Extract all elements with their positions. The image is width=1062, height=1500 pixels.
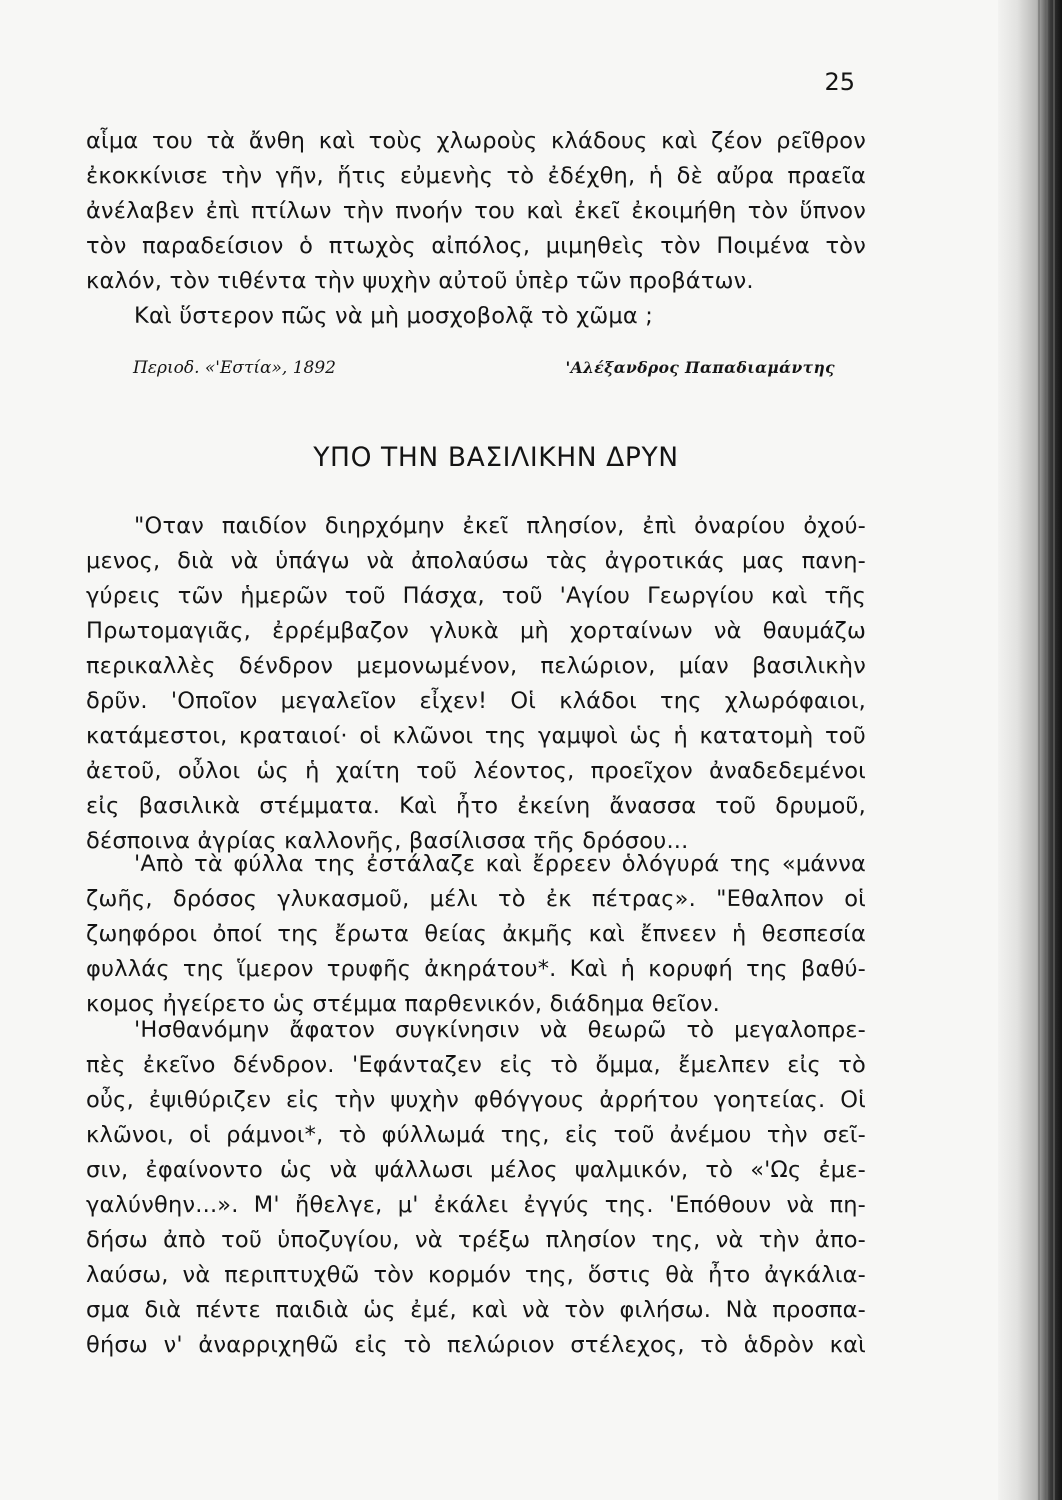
source-citation: Περιοδ. «'Εστία», 1892 [133, 358, 336, 378]
section-heading: ΥΠΟ ΤΗΝ ΒΑΣΙΛΙΚΗΝ ΔΡΥΝ [313, 442, 679, 473]
author-name: 'Αλέξανδρος Παπαδιαμάντης [565, 358, 835, 377]
text-line: ζωηφόροι ὀποί της ἔρωτα θείας ἀκμῆς καὶ ἔπνεεν ἡ θεσπεσία [86, 921, 866, 947]
text-line: τὸν παραδείσιον ὁ πτωχὸς αἰπόλος, μιμηθεὶς τὸν Ποιμένα τὸν [86, 233, 866, 259]
page-edge-line [1038, 0, 1040, 1500]
text-line: σιν, ἐφαίνοντο ὡς νὰ ψάλλωσι μέλος ψαλμικόν, τὸ «'Ως ἐμε- [86, 1157, 866, 1183]
text-line: καλόν, τὸν τιθέντα τὴν ψυχὴν αὐτοῦ ὑπὲρ τῶν προβάτων. [86, 268, 754, 294]
text-line: δρῦν. 'Οποῖον μεγαλεῖον εἶχεν! Οἱ κλάδοι της χλωρόφαιοι, [86, 688, 866, 714]
text-line: αἷμα του τὰ ἄνθη καὶ τοὺς χλωροὺς κλάδους καὶ ζέον ρεῖθρον [86, 128, 866, 154]
text-line: εἰς βασιλικὰ στέμματα. Καὶ ἦτο ἐκείνη ἄνασσα τοῦ δρυμοῦ, [86, 793, 866, 819]
text-line: 'Απὸ τὰ φύλλα της ἐστάλαζε καὶ ἔρρεεν ὁλόγυρά της «μάννα [134, 851, 866, 877]
text-line: ἀνέλαβεν ἐπὶ πτίλων τὴν πνοήν του καὶ ἐκεῖ ἐκοιμήθη τὸν ὕπνον [86, 198, 866, 224]
text-line: μενος, διὰ νὰ ὑπάγω νὰ ἀπολαύσω τὰς ἀγροτικάς μας πανη- [86, 548, 866, 574]
page-edge-line [1046, 0, 1048, 1500]
passage-one [86, 124, 866, 334]
text-line: "Οταν παιδίον διηρχόμην ἐκεῖ πλησίον, ἐπὶ ὀναρίου ὀχού- [134, 513, 866, 539]
page-binding-edge [998, 0, 1062, 1500]
text-line: ἐκοκκίνισε τὴν γῆν, ἥτις εὐμενὴς τὸ ἐδέχθη, ἡ δὲ αὔρα πραεῖα [86, 163, 866, 189]
paragraph-two [86, 847, 866, 1022]
text-line: ζωῆς, δρόσος γλυκασμοῦ, μέλι τὸ ἐκ πέτρας». "Εθαλπον οἱ [86, 886, 866, 912]
paragraph-one [86, 509, 866, 859]
text-line: δέσποινα ἀγρίας καλλονῆς, βασίλισσα τῆς δρόσου... [86, 828, 689, 854]
paragraph-three [86, 1013, 866, 1363]
text-line: γαλύνθην...». Μ' ἤθελγε, μ' ἐκάλει ἐγγύς της. 'Επόθουν νὰ πη- [86, 1192, 866, 1218]
text-line: 'Ησθανόμην ἄφατον συγκίνησιν νὰ θεωρῶ τὸ μεγαλοπρε- [134, 1017, 866, 1043]
text-line: φυλλάς της ἵμερον τρυφῆς ἀκηράτου*. Καὶ ἡ κορυφή της βαθύ- [86, 956, 866, 982]
text-line: κλῶνοι, οἱ ράμνοι*, τὸ φύλλωμά της, εἰς τοῦ ἀνέμου τὴν σεῖ- [86, 1122, 866, 1148]
text-line: λαύσω, νὰ περιπτυχθῶ τὸν κορμόν της, ὅστις θὰ ἦτο ἀγκάλια- [86, 1262, 866, 1288]
text-line: σμα διὰ πέντε παιδιὰ ὡς ἐμέ, καὶ νὰ τὸν φιλήσω. Νὰ προσπα- [86, 1297, 866, 1323]
page-edge-line [1053, 0, 1055, 1500]
text-line: Πρωτομαγιᾶς, ἐρρέμβαζον γλυκὰ μὴ χορταίνων νὰ θαυμάζω [86, 618, 866, 644]
page-number: 25 [824, 68, 855, 96]
text-line: δήσω ἀπὸ τοῦ ὑποζυγίου, νὰ τρέξω πλησίον της, νὰ τὴν ἀπο- [86, 1227, 866, 1253]
text-line: οὖς, ἐψιθύριζεν εἰς τὴν ψυχὴν φθόγγους ἀρρήτου γοητείας. Οἱ [86, 1087, 866, 1113]
closing-line: Καὶ ὕστερον πῶς νὰ μὴ μοσχοβολᾷ τὸ χῶμα ; [134, 303, 654, 329]
text-line: περικαλλὲς δένδρον μεμονωμένον, πελώριον, μίαν βασιλικὴν [86, 653, 866, 679]
text-line: θήσω ν' ἀναρριχηθῶ εἰς τὸ πελώριον στέλεχος, τὸ ἁδρὸν καὶ [86, 1332, 866, 1358]
text-line: κατάμεστοι, κραταιοί· οἱ κλῶνοι της γαμψοὶ ὡς ἡ κατατομὴ τοῦ [86, 723, 866, 749]
text-line: κομος ἠγείρετο ὡς στέμμα παρθενικόν, διάδημα θεῖον. [86, 991, 720, 1017]
text-line: πὲς ἐκεῖνο δένδρον. 'Εφάνταζεν εἰς τὸ ὄμμα, ἔμελπεν εἰς τὸ [86, 1052, 866, 1078]
text-line: ἀετοῦ, οὖλοι ὡς ἡ χαίτη τοῦ λέοντος, προεῖχον ἀναδεδεμένοι [86, 758, 866, 784]
text-line: γύρεις τῶν ἡμερῶν τοῦ Πάσχα, τοῦ 'Αγίου Γεωργίου καὶ τῆς [86, 583, 866, 609]
